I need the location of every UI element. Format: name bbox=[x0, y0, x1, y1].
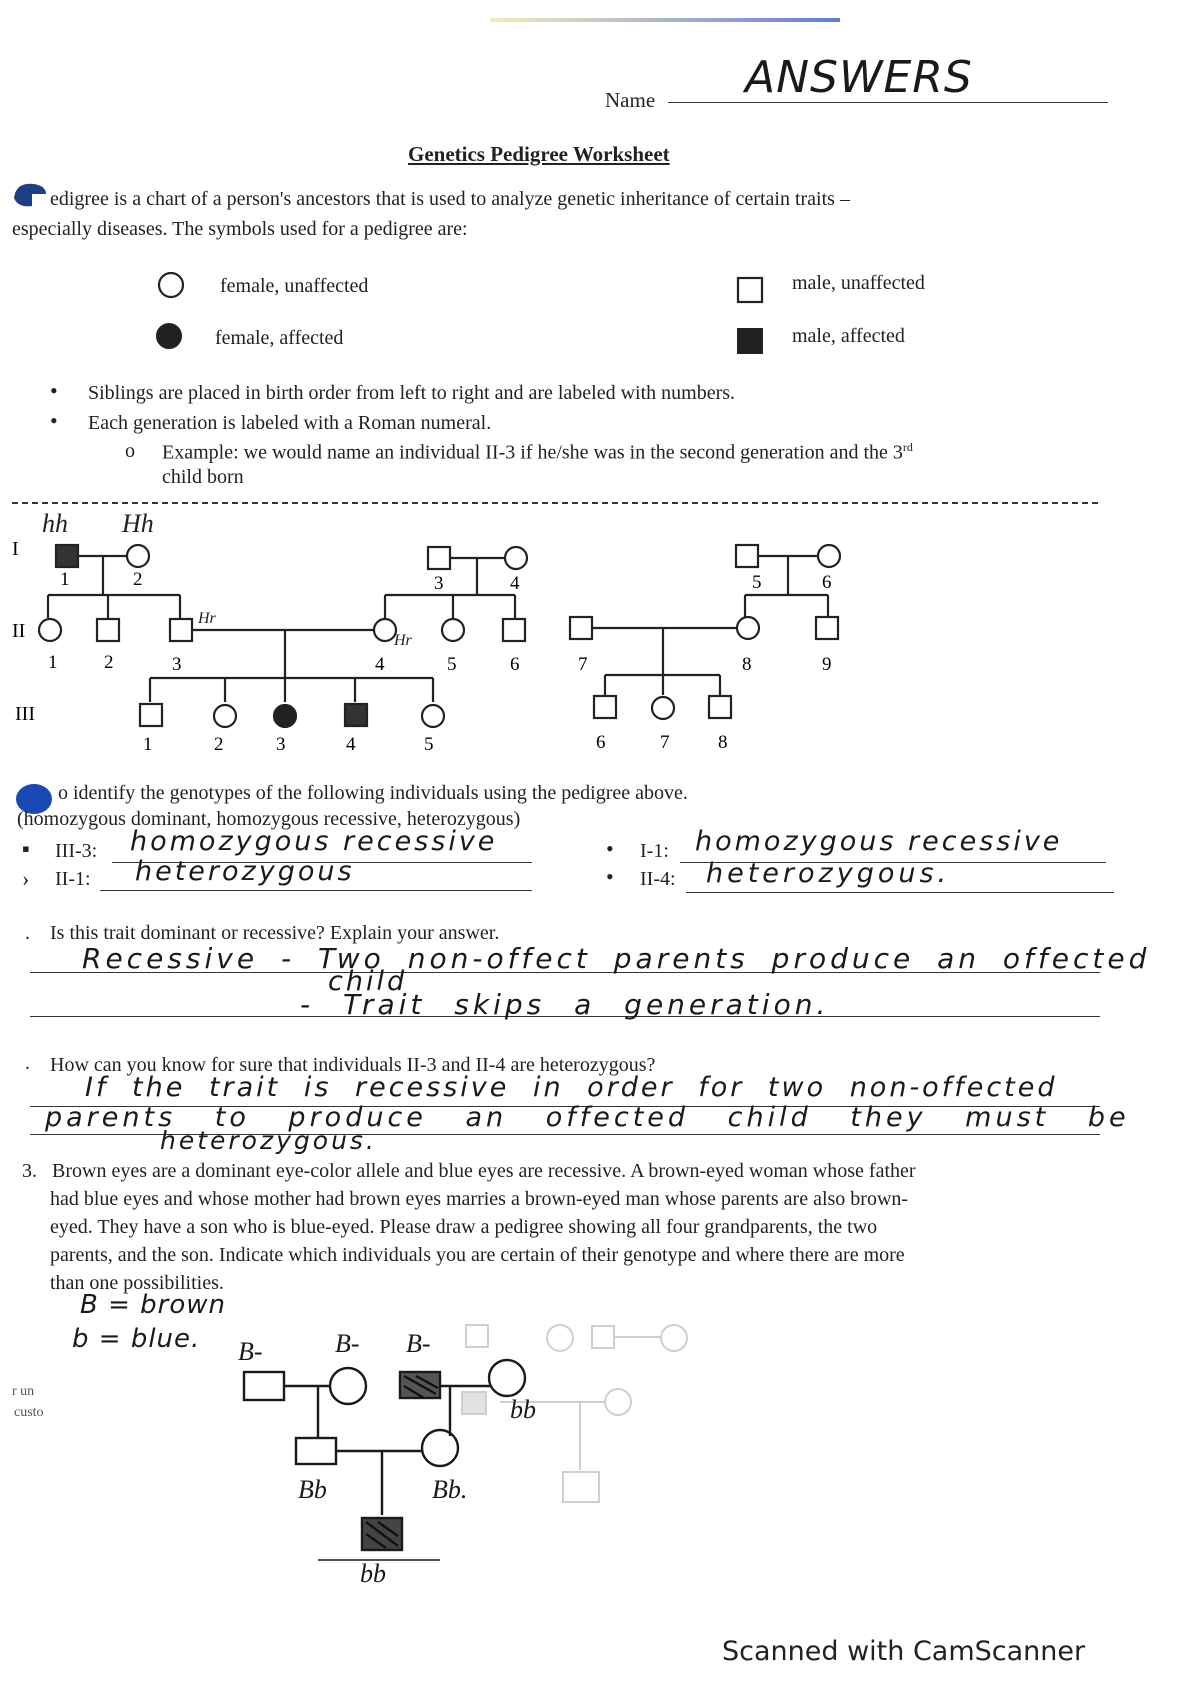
svg-text:3: 3 bbox=[434, 573, 444, 594]
pedigree-chart bbox=[0, 510, 1200, 760]
q3-label-mother: Bb. bbox=[432, 1475, 468, 1504]
q3-pedigree-drawing bbox=[0, 1310, 1200, 1610]
q1-label-i1: I-1: bbox=[640, 840, 669, 862]
q3-line-4: parents, and the son. Indicate which individuals you are certain of their genotype and where there are more bbox=[50, 1244, 905, 1266]
rule-example: Example: we would name an individual II-3 if he/she was in the second generation and the 3rd bbox=[162, 440, 913, 464]
rule-1: Siblings are placed in birth order from left to right and are labeled with numbers. bbox=[88, 382, 736, 404]
svg-text:2: 2 bbox=[104, 652, 114, 673]
q2-prompt: Is this trait dominant or recessive? Explain your answer. bbox=[50, 922, 500, 944]
blue-blot-icon bbox=[12, 180, 48, 210]
q3-line-5: than one possibilities. bbox=[50, 1272, 224, 1294]
margin-scrap-1: r un bbox=[12, 1384, 35, 1399]
q1-prompt-2: (homozygous dominant, homozygous recessive, heterozygous) bbox=[17, 808, 521, 830]
q1-answer-iii3: homozygous recessive bbox=[130, 826, 498, 857]
name-value: ANSWERS bbox=[745, 52, 973, 103]
q2-number: . bbox=[25, 922, 30, 944]
svg-text:Hr: Hr bbox=[198, 610, 216, 627]
scan-edge-artifact bbox=[490, 18, 840, 22]
svg-text:8: 8 bbox=[742, 654, 752, 675]
gen-label-i: I bbox=[12, 538, 19, 560]
intro-line-1: edigree is a chart of a person's ancestors that is used to analyze genetic inheritance of certain traits – bbox=[50, 188, 850, 210]
svg-text:6: 6 bbox=[510, 654, 520, 675]
bullet-dot: ▪ bbox=[22, 836, 30, 861]
bullet-dot: • bbox=[606, 836, 614, 861]
svg-text:3: 3 bbox=[276, 734, 286, 755]
q3-line-1: Brown eyes are a dominant eye-color allele and blue eyes are recessive. A brown-eyed woman whose father bbox=[52, 1160, 916, 1182]
camscanner-watermark: Scanned with CamScanner bbox=[722, 1636, 1086, 1667]
bullet-dot: • bbox=[606, 864, 614, 889]
dashed-divider bbox=[12, 502, 1098, 504]
svg-text:5: 5 bbox=[424, 734, 434, 755]
q1-prompt: o identify the genotypes of the following individuals using the pedigree above. bbox=[58, 782, 688, 804]
svg-text:8: 8 bbox=[718, 732, 728, 753]
svg-text:hh: hh bbox=[42, 510, 68, 538]
svg-text:1: 1 bbox=[48, 652, 58, 673]
q1-answer-ii1: heterozygous bbox=[135, 856, 355, 887]
q2-answer-1: Recessive - Two non-offect parents produce an offected bbox=[82, 942, 1151, 975]
rule-2: Each generation is labeled with a Roman numeral. bbox=[88, 412, 492, 434]
svg-text:4: 4 bbox=[375, 654, 385, 675]
q3-key-brown: B = brown bbox=[80, 1290, 226, 1320]
bullet-dot: • bbox=[50, 378, 58, 403]
q3a-prompt: How can you know for sure that individuals II-3 and II-4 are heterozygous? bbox=[50, 1054, 656, 1076]
svg-text:9: 9 bbox=[822, 654, 832, 675]
svg-text:7: 7 bbox=[578, 654, 588, 675]
svg-text:5: 5 bbox=[447, 654, 457, 675]
q3-label-gp4: bb bbox=[510, 1395, 536, 1424]
q3a-answer-1: If the trait is recessive in order for two non-offected bbox=[85, 1072, 1058, 1103]
svg-text:Hr: Hr bbox=[394, 632, 412, 649]
svg-text:5: 5 bbox=[752, 572, 762, 593]
svg-text:2: 2 bbox=[133, 569, 143, 590]
q1-label-ii4: II-4: bbox=[640, 868, 676, 890]
q3a-answer-3: heterozygous. bbox=[160, 1126, 377, 1155]
gen-label-iii: III bbox=[15, 703, 35, 725]
female-unaffected-symbol bbox=[157, 271, 187, 306]
svg-text:1: 1 bbox=[143, 734, 153, 755]
svg-text:6: 6 bbox=[822, 572, 832, 593]
q3-line-2: had blue eyes and whose mother had brown eyes marries a brown-eyed man whose parents are also brown- bbox=[50, 1188, 909, 1210]
legend-male-unaffected: male, unaffected bbox=[792, 272, 925, 294]
male-unaffected-symbol bbox=[736, 276, 766, 311]
legend-female-unaffected: female, unaffected bbox=[220, 275, 369, 297]
q3a-answer-2: parents to produce an offected child they must be bbox=[45, 1102, 1130, 1133]
margin-scrap-2: custo bbox=[14, 1405, 44, 1420]
q3-number: 3. bbox=[22, 1160, 37, 1182]
q2-answer-2: - Trait skips a generation. bbox=[300, 988, 830, 1021]
q3-label-father: Bb bbox=[298, 1475, 327, 1504]
bullet-dot: › bbox=[22, 866, 30, 891]
gen-label-ii: II bbox=[12, 620, 26, 642]
sub-bullet: o bbox=[125, 440, 135, 462]
intro-line-2: especially diseases. The symbols used for a pedigree are: bbox=[12, 218, 468, 240]
svg-text:1: 1 bbox=[60, 569, 70, 590]
q3-label-gp1: B- bbox=[238, 1337, 263, 1366]
legend-female-affected: female, affected bbox=[215, 327, 344, 349]
q2-answer-1b: child bbox=[328, 966, 408, 997]
legend-male-affected: male, affected bbox=[792, 325, 905, 347]
q3-label-son: bb bbox=[360, 1559, 386, 1588]
q1-label-ii1: II-1: bbox=[55, 868, 91, 890]
q1-answer-ii4: heterozygous. bbox=[706, 858, 951, 889]
q3a-number: . bbox=[25, 1052, 30, 1074]
svg-text:Hh: Hh bbox=[122, 510, 154, 538]
q1-label-iii3: III-3: bbox=[55, 840, 98, 862]
q3-line-3: eyed. They have a son who is blue-eyed. Please draw a pedigree showing all four grandparents, the two bbox=[50, 1216, 878, 1238]
svg-text:4: 4 bbox=[346, 734, 356, 755]
svg-text:3: 3 bbox=[172, 654, 182, 675]
bullet-dot: • bbox=[50, 408, 58, 433]
rule-example-cont: child born bbox=[162, 466, 244, 488]
svg-text:7: 7 bbox=[660, 732, 670, 753]
female-affected-symbol bbox=[155, 322, 185, 357]
name-label: Name bbox=[605, 88, 656, 112]
male-affected-symbol bbox=[736, 327, 766, 362]
svg-text:2: 2 bbox=[214, 734, 224, 755]
q1-answer-i1: homozygous recessive bbox=[695, 826, 1063, 857]
q3-label-gp2: B- bbox=[335, 1329, 360, 1358]
svg-text:6: 6 bbox=[596, 732, 606, 753]
svg-text:4: 4 bbox=[510, 573, 520, 594]
q3-key-blue: b = blue. bbox=[72, 1324, 201, 1354]
q3-label-gp3: B- bbox=[406, 1329, 431, 1358]
page-title: Genetics Pedigree Worksheet bbox=[408, 142, 670, 166]
